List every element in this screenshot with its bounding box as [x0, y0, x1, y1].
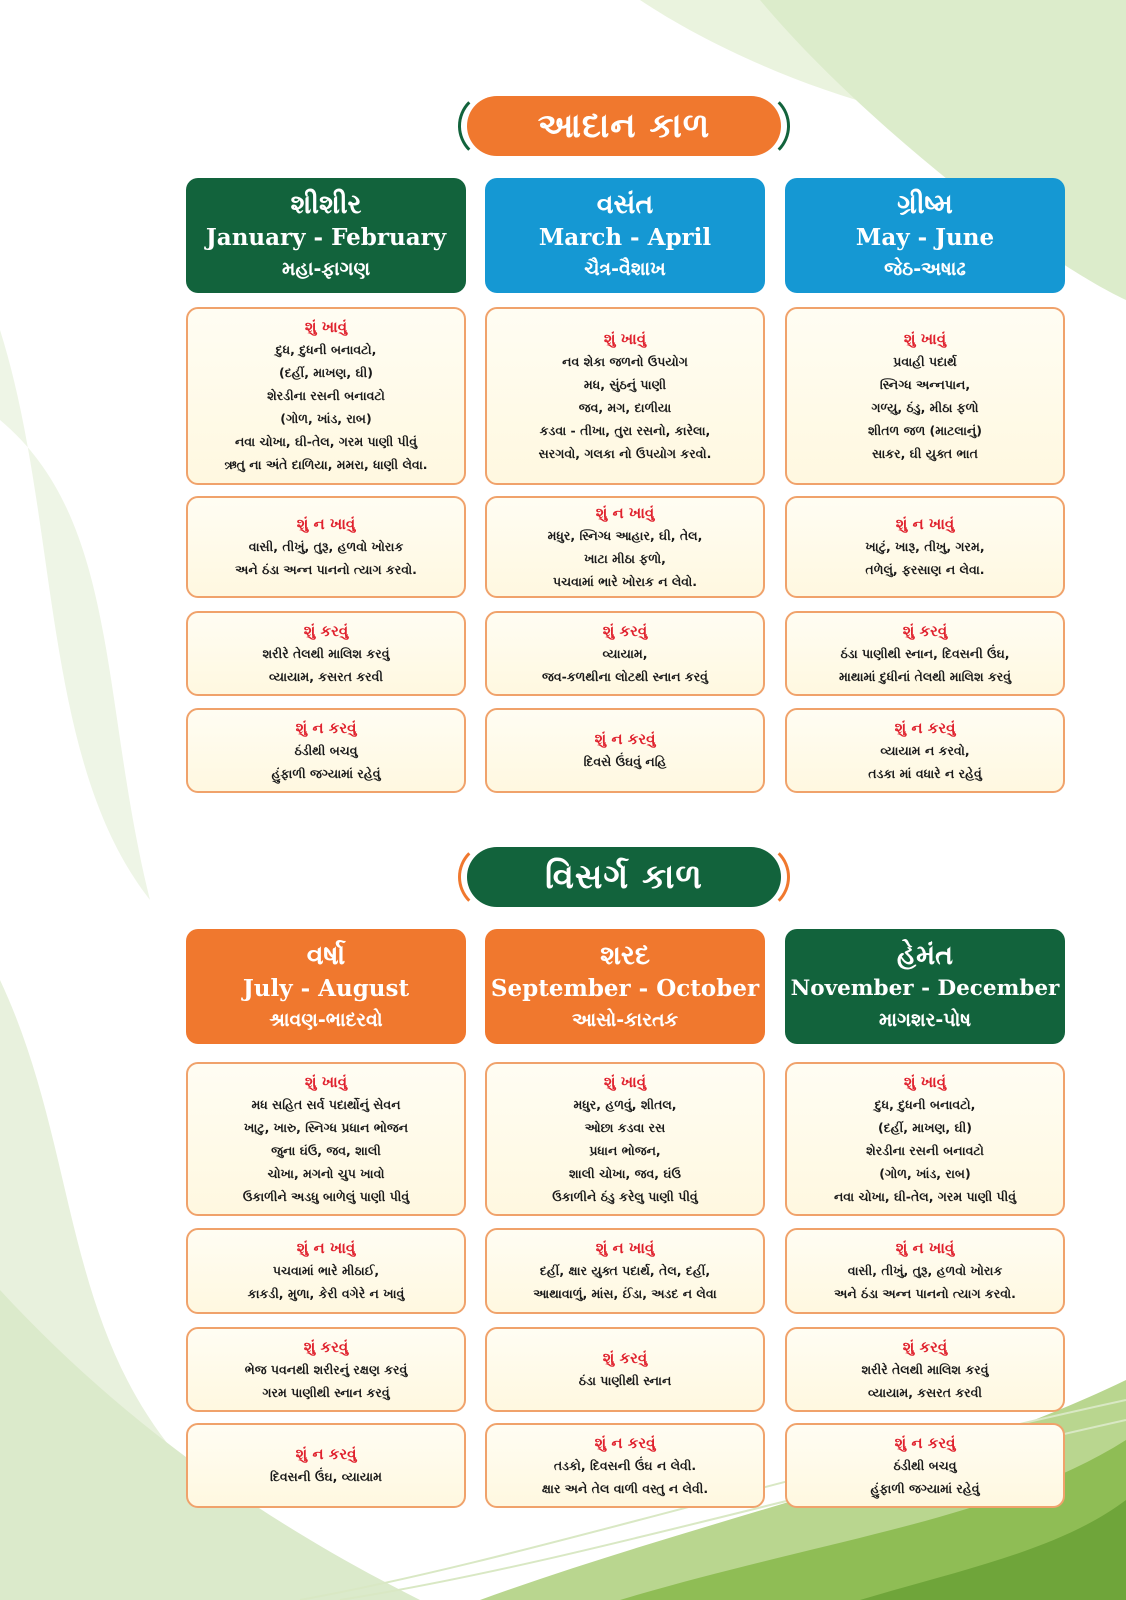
months-english: January - February [205, 223, 447, 251]
box-text-line: શાલી ચોખા, જવ, ઘંઉ [569, 1165, 681, 1181]
box-text-line: દિવસની ઉંઘ, વ્યાયામ [270, 1469, 382, 1484]
box-label: શું ખાવું [603, 1072, 647, 1091]
months-english: September - October [490, 974, 760, 1002]
box-text-line: ઓછા કડવા રસ [584, 1119, 666, 1135]
box-text-line: નવ શેકા જળનો ઉપયોગ [562, 353, 688, 369]
box-label: શું ન ખાવું [895, 1239, 955, 1257]
box-label: શું ન કરવું [295, 1445, 357, 1463]
box-text-line: પચવામાં ભારે ખોરાક ન લેવો. [553, 573, 697, 589]
season-name: વર્ષા [306, 939, 346, 971]
box-text-line: સાકર, ઘી યુક્ત ભાત [872, 445, 978, 461]
box-label: શું ખાવું [304, 1072, 348, 1091]
box-text-line: મધ સહિત સર્વ પદાર્થોનું સેવન [251, 1096, 401, 1112]
box-text-line: વ્યાયામ, કસરત કરવી [268, 668, 384, 684]
box-label: શું ખાવું [903, 329, 947, 348]
box-label: શું કરવું [602, 1349, 648, 1367]
info-box [485, 1423, 765, 1508]
months-gujarati: જેઠ-અષાઢ [884, 257, 966, 280]
box-text-line: શરીરે તેલથી માલિશ કરવું [262, 645, 390, 661]
box-text-line: સરગવો, ગલકા નો ઉપયોગ કરવો. [538, 445, 712, 461]
box-text-line: ખાટું, ખારૂ, તીખુ, ગરમ, [865, 539, 985, 554]
box-label: શું કરવું [303, 1337, 349, 1356]
season-name: શીશીર [290, 188, 362, 220]
box-text-line: (ગોળ, ખાંડ, રાબ) [879, 1165, 971, 1181]
info-box [186, 496, 466, 598]
box-text-line: મધ, સુંઠનું પાણી [583, 376, 667, 392]
box-text-line: નવા ચોખા, ઘી-તેલ, ગરમ પાણી પીવું [833, 1188, 1017, 1204]
info-box [485, 1228, 765, 1314]
box-text-line: વાસી, તીખું, તુરૂ, હળવો ખોરાક [847, 1263, 1003, 1278]
box-text-line: (ગોળ, ખાંડ, રાબ) [280, 411, 372, 426]
box-label: શું ન કરવું [295, 718, 357, 737]
info-box [186, 1423, 466, 1508]
months-gujarati: મહા-ફાગણ [281, 257, 371, 280]
box-label: શું કરવું [602, 621, 648, 640]
box-text-line: ભેજ પવનથી શરીરનું રક્ષણ કરવું [244, 1361, 408, 1377]
box-text-line: મધુર, હળવું, શીતલ, [573, 1096, 677, 1112]
box-text-line: ઠંડીથી બચવુ [294, 742, 358, 758]
info-box [785, 496, 1065, 598]
box-text-line: આથાવાળું, માંસ, ઈંડા, અડદ ન લેવા [533, 1286, 717, 1301]
season-header [186, 929, 466, 1044]
box-text-line: ઠંડીથી બચવુ [893, 1457, 957, 1473]
box-text-line: (દહીં, માખણ, ઘી) [279, 365, 373, 380]
season-name: વસંત [596, 188, 654, 220]
box-label: શું કરવું [902, 621, 948, 640]
box-text-line: અને ઠંડા અન્ન પાનનો ત્યાગ કરવો. [834, 1286, 1016, 1301]
info-box [785, 611, 1065, 696]
box-text-line: હુંફાળી જગ્યામાં રહેવું [870, 1480, 980, 1496]
box-label: શું ન કરવું [894, 718, 956, 737]
months-gujarati: ચૈત્ર-વૈશાખ [584, 257, 666, 280]
info-box [186, 1062, 466, 1216]
info-box [785, 708, 1065, 793]
months-english: November - December [790, 975, 1060, 1001]
box-text-line: શરીરે તેલથી માલિશ કરવું [861, 1361, 989, 1377]
box-text-line: વ્યાયામ ન કરવો, [880, 742, 970, 758]
months-gujarati: શ્રાવણ-ભાદરવો [269, 1008, 383, 1031]
box-text-line: તળેલું, ફરસાણ ન લેવા. [865, 562, 985, 577]
info-box [485, 1062, 765, 1216]
box-text-line: ઉકાળીને ઠંડુ કરેલુ પાણી પીવું [552, 1188, 698, 1204]
box-text-line: તડકા માં વધારે ન રહેવું [868, 765, 982, 781]
box-text-line: ઠંડા પાણીથી સ્નાન, દિવસની ઉંઘ, [840, 645, 1010, 661]
info-box [485, 1327, 765, 1412]
info-box [785, 307, 1065, 485]
box-text-line: મધુર, સ્નિગ્ધ આહાર, ઘી, તેલ, [547, 527, 703, 543]
box-text-line: ઋતુ ના અંતે દાળિયા, મમરા, ધાણી લેવા. [224, 457, 428, 472]
box-text-line: માથામાં દુધીનાં તેલથી માલિશ કરવું [838, 668, 1012, 684]
box-text-line: કાકડી, મુળા, કેરી વગેરે ન ખાવું [247, 1286, 405, 1301]
box-text-line: હુંફાળી જગ્યામાં રહેવું [271, 765, 381, 781]
info-box [785, 1423, 1065, 1508]
box-text-line: ઠંડા પાણીથી સ્નાન [578, 1373, 672, 1388]
box-label: શું ન કરવું [594, 730, 656, 748]
season-name: હેમંત [896, 939, 954, 971]
box-label: શું ન કરવું [894, 1433, 956, 1452]
info-box [186, 611, 466, 696]
season-header [485, 929, 765, 1044]
season-header [186, 178, 466, 293]
info-box [186, 1228, 466, 1314]
box-text-line: કડવા - તીખા, તુરા રસનો, કારેલા, [539, 422, 711, 438]
info-box [485, 307, 765, 485]
box-text-line: દુધ, દુધની બનાવટો, [874, 1096, 976, 1112]
months-english: May - June [855, 223, 995, 251]
box-text-line: (દહીં, માખણ, ઘી) [878, 1119, 972, 1135]
box-text-line: વ્યાયામ, [602, 645, 648, 661]
box-label: શું ન ખાવું [595, 503, 655, 522]
box-text-line: નવા ચોખા, ઘી-તેલ, ગરમ પાણી પીવું [234, 434, 418, 449]
box-label: શું ન ખાવું [895, 515, 955, 533]
box-text-line: ક્ષાર અને તેલ વાળી વસ્તુ ન લેવી. [541, 1480, 709, 1496]
box-label: શું ખાવું [603, 329, 647, 348]
season-name: શરદ [600, 939, 650, 971]
box-text-line: દહીં, ક્ષાર યુક્ત પદાર્થ, તેલ, દહીં, [539, 1263, 711, 1278]
box-text-line: ગળ્યુ, ઠંડુ, મીઠા ફળો [871, 399, 979, 415]
box-text-line: દિવસે ઉંઘવું નહિ [583, 754, 667, 769]
months-english: March - April [538, 223, 712, 251]
box-label: શું ન ખાવું [296, 1239, 356, 1257]
section-title-visarg-kaal: વિસર્ગ કાળ [467, 847, 781, 907]
box-text-line: પચવામાં ભારે મીઠાઈ, [272, 1263, 380, 1278]
box-text-line: ગરમ પાણીથી સ્નાન કરવું [262, 1384, 390, 1400]
info-box [485, 611, 765, 696]
box-label: શું ખાવું [903, 1072, 947, 1091]
info-box [485, 708, 765, 793]
info-box [186, 708, 466, 793]
box-text-line: ખાટા મીઠા ફળો, [584, 550, 666, 566]
box-text-line: જવ, મગ, દાળીયા [578, 399, 672, 415]
season-header [485, 178, 765, 293]
season-name: ગ્રીષ્મ [897, 188, 953, 220]
box-text-line: જુના ઘંઉ, જવ, શાલી [271, 1142, 381, 1158]
box-text-line: વાસી, તીખું, તુરૂ, હળવો ખોરાક [248, 539, 404, 554]
info-box [785, 1062, 1065, 1216]
season-header [785, 929, 1065, 1044]
months-english: July - August [242, 974, 410, 1002]
box-text-line: શેરડીના રસની બનાવટો [866, 1142, 984, 1158]
info-box [186, 1327, 466, 1412]
months-gujarati: આસો-કારતક [571, 1008, 679, 1031]
box-text-line: ખાટુ, ખારુ, સ્નિગ્ધ પ્રધાન ભોજન [243, 1119, 409, 1135]
season-header [785, 178, 1065, 293]
box-text-line: શેરડીના રસની બનાવટો [267, 388, 385, 403]
box-text-line: પ્રવાહી પદાર્થ [893, 353, 957, 369]
section-title-aadan-kaal: આદાન કાળ [467, 96, 781, 156]
months-gujarati: માગશર-પોષ [879, 1008, 971, 1031]
box-label: શું ન કરવું [594, 1433, 656, 1452]
box-text-line: જવ-કળથીના લોટથી સ્નાન કરવું [542, 668, 708, 684]
box-label: શું ન ખાવું [296, 515, 356, 533]
info-box [785, 1327, 1065, 1412]
box-label: શું ખાવું [304, 318, 348, 336]
box-text-line: તડકો, દિવસની ઉંઘ ન લેવી. [553, 1457, 697, 1473]
box-label: શું ન ખાવું [595, 1239, 655, 1257]
box-text-line: પ્રધાન ભોજન, [589, 1142, 661, 1158]
box-label: શું કરવું [303, 621, 349, 640]
box-text-line: શીતળ જળ (માટલાનું) [868, 422, 982, 438]
box-text-line: અને ઠંડા અન્ન પાનનો ત્યાગ કરવો. [235, 562, 417, 577]
box-text-line: વ્યાયામ, કસરત કરવી [867, 1384, 983, 1400]
box-text-line: ઉકાળીને અડધુ બાળેલું પાણી પીવું [242, 1188, 410, 1204]
info-box [186, 307, 466, 485]
info-box [785, 1228, 1065, 1314]
box-text-line: ચોખા, મગનો ચુપ ખાવો [267, 1165, 385, 1181]
box-label: શું કરવું [902, 1337, 948, 1356]
box-text-line: સ્નિગ્ધ અન્નપાન, [879, 376, 971, 392]
info-box [485, 496, 765, 598]
box-text-line: દુધ, દુધની બનાવટો, [275, 342, 377, 357]
